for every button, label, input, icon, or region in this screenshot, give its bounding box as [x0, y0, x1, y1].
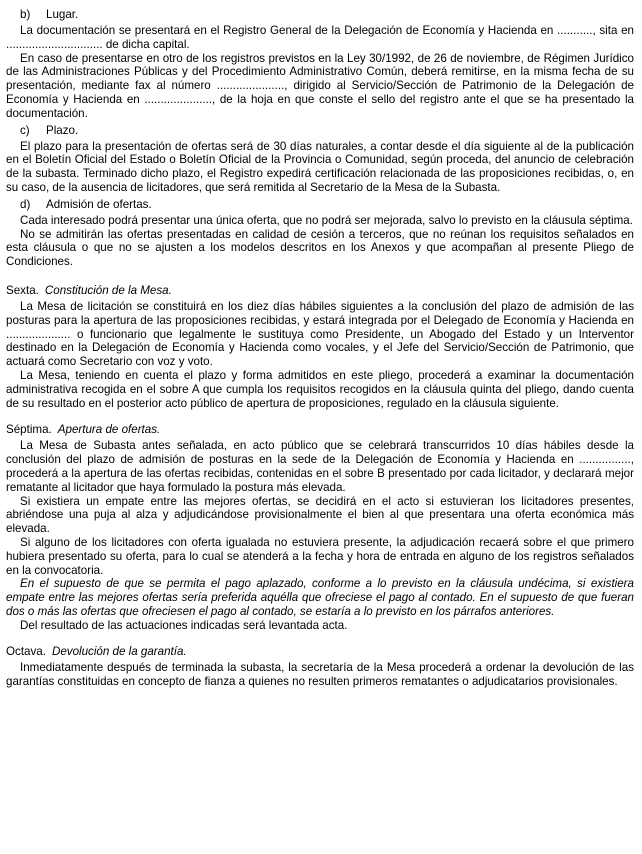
- subsection-title: Lugar.: [46, 8, 79, 21]
- paragraph: La Mesa, teniendo en cuenta el plazo y forma admitidos en este pliego, procederá a examinar la documentación administrativa recogida en el sobre A que cumpla los requisitos recogidos en la cláusula quinta del pliego, dando cuenta de su resultado en el posterior acto público de apertura de proposiciones, regulado en la cláusula siguiente.: [6, 368, 634, 410]
- section-heading-sexta: [6, 284, 634, 300]
- subsection-title: Plazo.: [46, 123, 79, 137]
- section-heading-octava: [6, 645, 634, 661]
- section-title: Apertura de ofertas.: [57, 423, 161, 437]
- paragraph: Si alguno de los licitadores con oferta igualada no estuviera presente, la adjudicación recaerá sobre el que primero hubiera presentado su oferta, para lo cual se atenderá a la fecha y hora de entrada en alguno de los registros señalados en la convocatoria.: [6, 535, 634, 577]
- subsection-letter: b): [20, 8, 31, 21]
- subsection-letter: c): [20, 123, 30, 137]
- section-number: Séptima.: [6, 423, 52, 437]
- paragraph: La Mesa de licitación se constituirá en los diez días hábiles siguientes a la conclusión del plazo de admisión de las posturas para la apertura de las proposiciones recibidas, y estará integrada por el Delegado de Economía y Hacienda en .................... o funcionario que legalmente le sustituya como Presidente, un Abogado del Estado y un Interventor destinado en la Delegación de Economía y Hacienda como vocales, y el Jefe del Servicio/Sección de Patrimonio, que actuará como Secretario con voz y voto.: [6, 299, 634, 369]
- subsection-heading-plazo: [20, 124, 634, 140]
- section-heading-septima: [6, 423, 634, 439]
- subsection-letter: d): [20, 197, 31, 211]
- paragraph: En caso de presentarse en otro de los registros previstos en la Ley 30/1992, de 26 de noviembre, de Régimen Jurídico de las Administraciones Públicas y del Procedimiento Administrativo Común, deberá remitirse, en la misma fecha de su presentación, mediante fax al número ....................., dirigido al Servicio/Sección de Patrimonio de la Delegación de Economía y Hacienda en ....................., de la hoja en que conste el sello del registro ante el que se ha presentado la documentación.: [6, 51, 634, 120]
- paragraph: La documentación se presentará en el Registro General de la Delegación de Economía y Hacienda en ..........., sita en .............................. de dicha capital.: [6, 24, 634, 51]
- section-title: Devolución de la garantía.: [51, 645, 187, 659]
- paragraph: Inmediatamente después de terminada la subasta, la secretaría de la Mesa procederá a ordenar la devolución de las garantías constituidas en concepto de fianza a quienes no resulten primeros rematantes o adjudicatarios provisionales.: [6, 661, 634, 689]
- paragraph: Cada interesado podrá presentar una única oferta, que no podrá ser mejorada, salvo lo previsto en la cláusula séptima.: [20, 213, 633, 227]
- paragraph: Si existiera un empate entre las mejores ofertas, se decidirá en el acto si estuvieran los licitadores presentes, abriéndose una puja al alza y adjudicándose provisionalmente el bien al que presentara una oferta económica más elevada.: [6, 494, 634, 536]
- section-title: Constitución de la Mesa.: [44, 283, 172, 297]
- paragraph-italic: En el supuesto de que se permita el pago aplazado, conforme a lo previsto en la cláusula undécima, si existiera empate entre las mejores ofertas sería preferida aquélla que ofreciese el pago al contado. En el supuesto de que fueran dos o más las ofertas que ofreciesen el pago al contado, se estaría a lo previsto en los párrafos anteriores.: [6, 577, 634, 618]
- subsection-title: Admisión de ofertas.: [46, 197, 152, 211]
- section-number: Octava.: [6, 645, 46, 659]
- section-number: Sexta.: [6, 283, 39, 297]
- subsection-heading-lugar: [20, 8, 634, 24]
- paragraph: La Mesa de Subasta antes señalada, en acto público que se celebrará transcurridos 10 días hábiles desde la conclusión del plazo de admisión de posturas en la sede de la Delegación de Economía y Hacienda en ................, procederá a la apertura de las ofertas recibidas, contenidas en el sobre B presentado por cada licitador, y declarará mejor rematante al licitador que haya formulado la postura más elevada.: [6, 439, 634, 494]
- paragraph: Del resultado de las actuaciones indicadas será levantada acta.: [20, 618, 348, 632]
- subsection-heading-admision: [20, 198, 634, 214]
- paragraph: No se admitirán las ofertas presentadas en calidad de cesión a terceros, que no reúnan los requisitos señalados en esta cláusula o que no se ajusten a los modelos descritos en los Anexos y que acompañan al presente Pliego de Condiciones.: [6, 227, 634, 269]
- paragraph: El plazo para la presentación de ofertas será de 30 días naturales, a contar desde el día siguiente al de la publicación en el Boletín Oficial del Estado o Boletín Oficial de la Provincia o Comunidad, según proceda, del anuncio de celebración de la subasta. Terminado dicho plazo, el Registro expedirá certificación relacionada de las proposiciones recibidas, o, en su caso, de la ausencia de licitadores, que será remitida al Secretario de la Mesa de la Subasta.: [6, 139, 634, 194]
